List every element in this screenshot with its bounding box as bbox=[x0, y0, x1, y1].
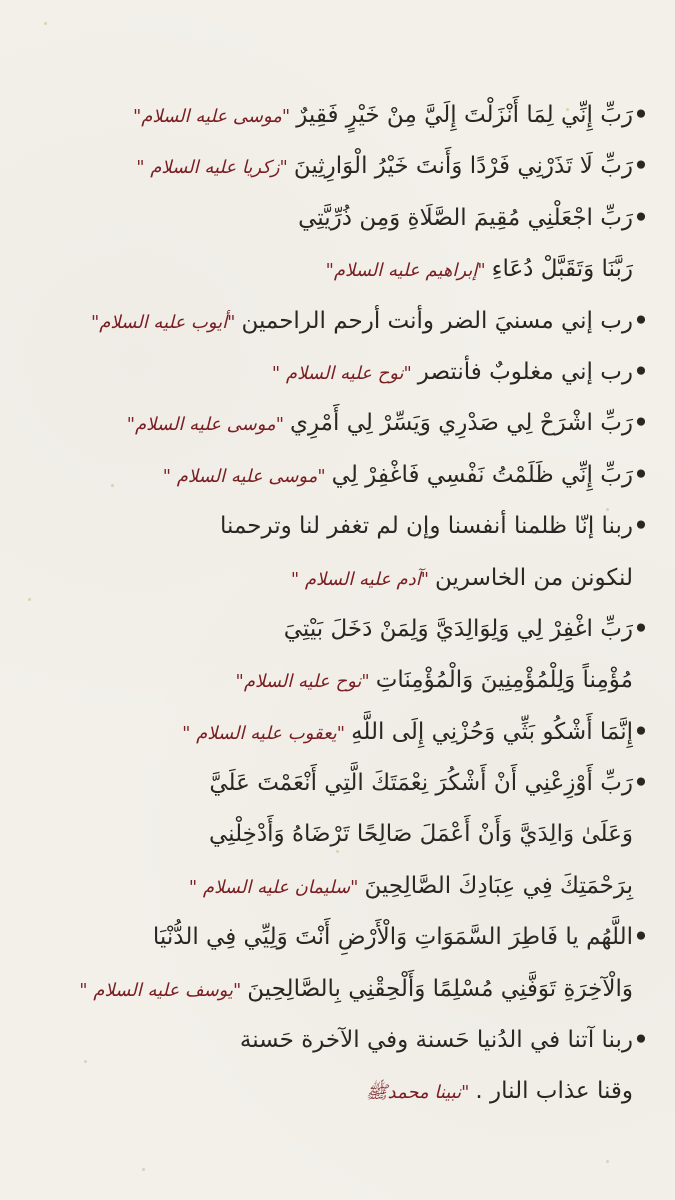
dua-line bbox=[18, 193, 657, 244]
dua-text: مُؤْمِناً وَلِلْمُؤْمِنِينَ وَالْمُؤْمِنَاتِ bbox=[375, 667, 633, 694]
dua-text: بِرَحْمَتِكَ فِي عِبَادِكَ الصَّالِحِينَ bbox=[364, 872, 633, 899]
dua-text: رب إني مغلوبٌ فأنتصر bbox=[417, 358, 633, 385]
paper-speck bbox=[606, 1160, 609, 1163]
dua-line bbox=[18, 707, 657, 758]
dua-line bbox=[18, 1066, 657, 1117]
bullet: • bbox=[633, 153, 649, 180]
bullet: • bbox=[633, 358, 649, 385]
bullet: • bbox=[633, 924, 649, 951]
dua-line bbox=[18, 347, 657, 398]
bullet: • bbox=[633, 513, 649, 540]
dua-line bbox=[18, 758, 657, 809]
paper-speck bbox=[142, 1168, 145, 1171]
dua-list bbox=[18, 90, 657, 1118]
dua-line bbox=[18, 861, 657, 912]
dua-line bbox=[18, 90, 657, 141]
dua-text: رَبِّ إِنِّي ظَلَمْتُ نَفْسِي فَاغْفِرْ لِي bbox=[331, 461, 633, 488]
dua-text: رَبَّنَا وَتَقَبَّلْ دُعَاءِ bbox=[491, 256, 633, 283]
dua-text: رَبِّ اشْرَحْ لِي صَدْرِي وَيَسِّرْ لِي أَمْرِي bbox=[289, 410, 633, 437]
dua-line bbox=[18, 553, 657, 604]
dua-line bbox=[18, 450, 657, 501]
dua-text: ربنا آتنا في الدُنيا حَسنة وفي الآخرة حَسنة bbox=[239, 1027, 633, 1054]
bullet: • bbox=[633, 102, 649, 128]
dua-line bbox=[18, 398, 657, 449]
prophet-attribution: "يعقوب عليه السلام " bbox=[182, 722, 346, 744]
dua-text: اللَّهُم يا فَاطِرَ السَّمَوَاتِ وَالْأَرْضِ أَنْتَ وَلِيِّي فِي الدُّنْيَا bbox=[152, 924, 633, 951]
salawat-seal-icon: ﷺ bbox=[365, 1082, 388, 1104]
dua-text: رَبِّ أَوْزِعْنِي أَنْ أَشْكُرَ نِعْمَتَكَ الَّتِي أَنْعَمْتَ عَلَيَّ bbox=[209, 770, 633, 797]
bullet: • bbox=[633, 461, 649, 488]
dua-line bbox=[18, 1015, 657, 1066]
prophet-attribution: "موسى عليه السلام " bbox=[162, 465, 326, 487]
dua-line bbox=[18, 655, 657, 706]
dua-line bbox=[18, 296, 657, 347]
prophet-attribution: "نوح عليه السلام " bbox=[271, 362, 412, 384]
bullet: • bbox=[633, 718, 649, 745]
paper-speck bbox=[44, 22, 47, 25]
prophet-attribution: "أيوب عليه السلام" bbox=[91, 311, 236, 333]
prophet-attribution: "نوح عليه السلام" bbox=[235, 671, 370, 693]
dua-line bbox=[18, 964, 657, 1015]
dua-text: رَبِّ لَا تَذَرْنِي فَرْدًا وَأَنتَ خَيْرُ الْوَارِثِينَ bbox=[293, 153, 633, 180]
dua-text: إِنَّمَا أَشْكُو بَثِّي وَحُزْنِي إِلَى اللَّهِ bbox=[351, 718, 633, 745]
bullet: • bbox=[633, 615, 649, 642]
prophet-attribution: "نبينا محمد bbox=[387, 1082, 470, 1104]
prophet-attribution: "إبراهيم عليه السلام" bbox=[325, 260, 486, 282]
dua-line bbox=[18, 912, 657, 963]
dua-line bbox=[18, 604, 657, 655]
prophet-attribution: "موسى عليه السلام" bbox=[132, 106, 291, 127]
dua-line bbox=[18, 501, 657, 552]
bullet: • bbox=[633, 1027, 649, 1054]
bullet: • bbox=[633, 307, 649, 334]
dua-text: وَعَلَىٰ وَالِدَيَّ وَأَنْ أَعْمَلَ صَالِحًا تَرْضَاهُ وَأَدْخِلْنِي bbox=[208, 821, 633, 848]
bullet: • bbox=[633, 770, 649, 797]
dua-text: رَبِّ إِنِّي لِمَا أَنْزَلْتَ إِلَيَّ مِنْ خَيْرٍ فَقِيرٌ bbox=[296, 102, 633, 128]
dua-text: رَبِّ اغْفِرْ لِي وَلِوَالِدَيَّ وَلِمَنْ دَخَلَ بَيْتِيَ bbox=[283, 615, 633, 642]
dua-text: وَالْآخِرَةِ تَوَفَّنِي مُسْلِمًا وَأَلْحِقْنِي بِالصَّالِحِينَ bbox=[247, 975, 633, 1002]
dua-text: رب إني مسنيَ الضر وأنت أرحم الراحمين bbox=[241, 307, 633, 334]
dua-line bbox=[18, 809, 657, 860]
bullet: • bbox=[633, 204, 649, 231]
dua-line bbox=[18, 141, 657, 192]
dua-text: وقنا عذاب النار . bbox=[475, 1078, 633, 1105]
prophet-attribution: "موسى عليه السلام" bbox=[126, 414, 284, 436]
dua-line bbox=[18, 244, 657, 295]
dua-text: رَبِّ اجْعَلْنِي مُقِيمَ الصَّلَاةِ وَمِن ذُرِّيَّتِي bbox=[298, 204, 633, 231]
prophet-attribution: "زكريا عليه السلام " bbox=[136, 157, 288, 179]
dua-text: ربنا إنّا ظلمنا أنفسنا وإن لم تغفر لنا وترحمنا bbox=[220, 513, 633, 540]
bullet: • bbox=[633, 410, 649, 437]
dua-text: لنكونن من الخاسرين bbox=[434, 564, 633, 591]
prophet-attribution: "سليمان عليه السلام " bbox=[188, 876, 359, 898]
prophet-attribution: "آدم عليه السلام " bbox=[290, 568, 429, 590]
prophet-attribution: "يوسف عليه السلام " bbox=[79, 979, 242, 1001]
